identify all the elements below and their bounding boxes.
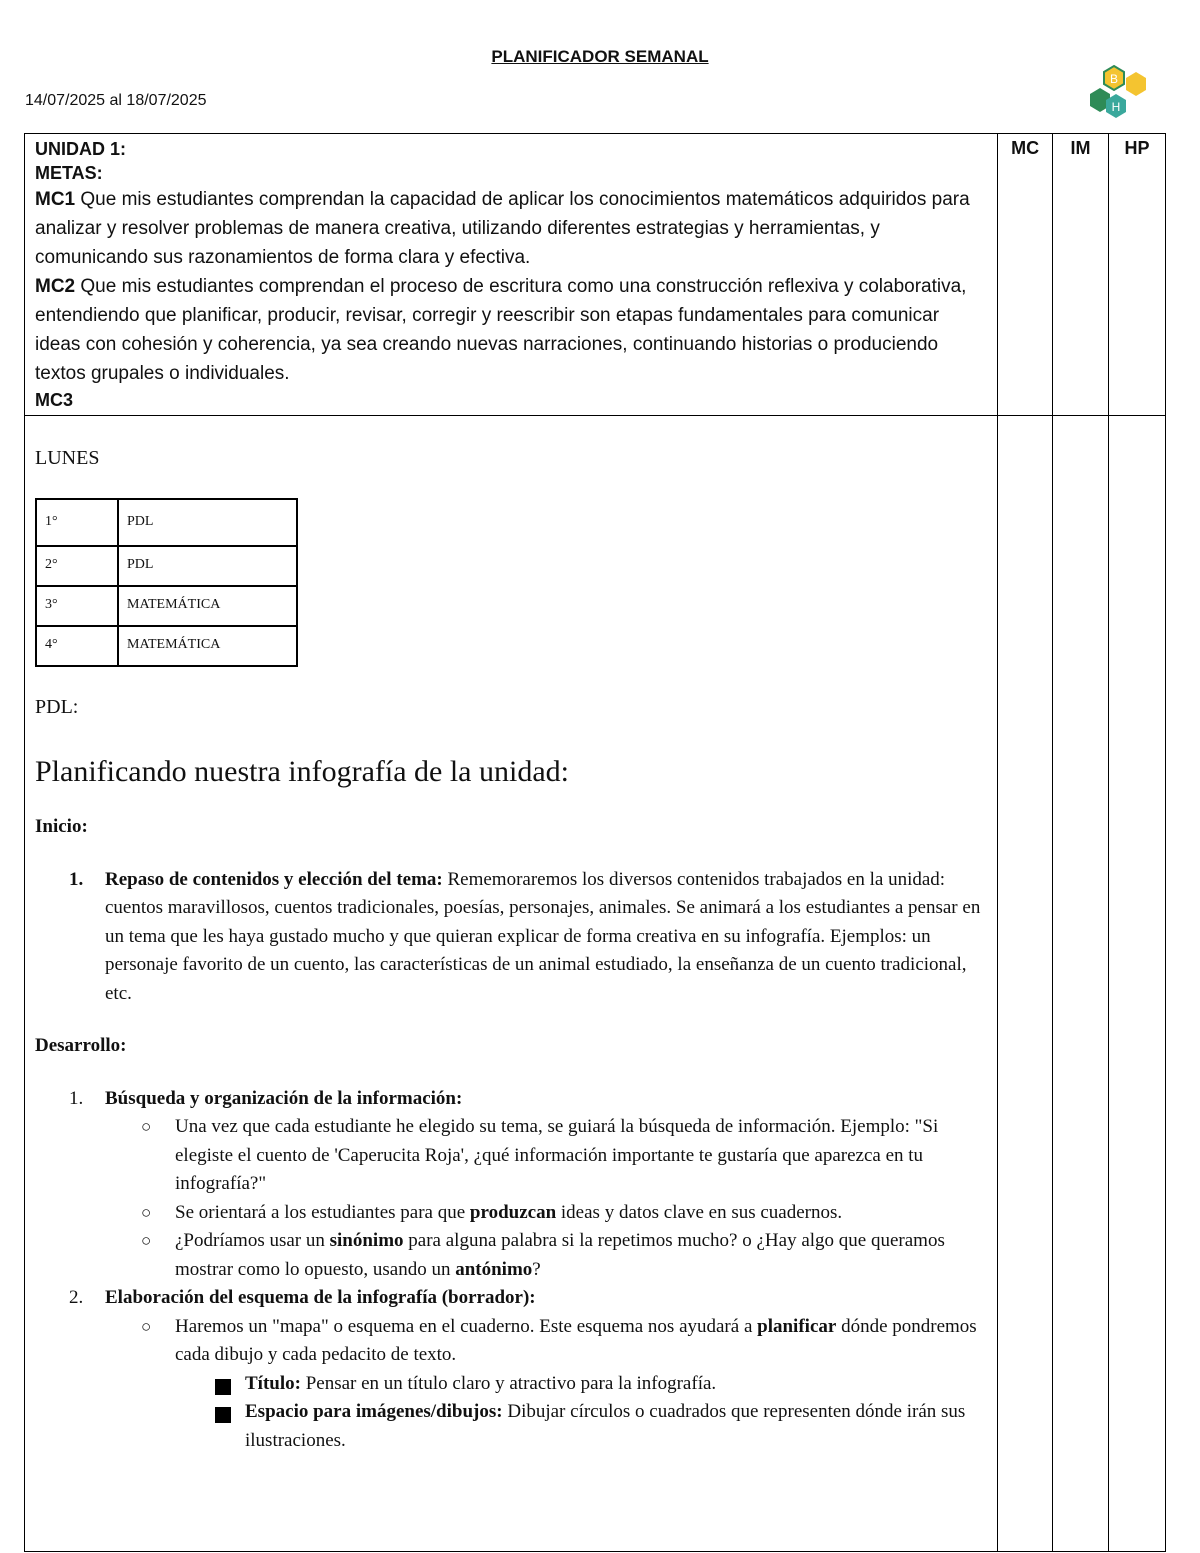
- schedule-period: 2°: [36, 546, 118, 586]
- bullet-text: Haremos un "mapa" o esquema en el cuaderno. Este esquema nos ayudará a: [175, 1315, 758, 1337]
- document-title: PLANIFICADOR SEMANAL: [491, 47, 709, 66]
- section-desarrollo: Desarrollo:: [35, 1035, 127, 1056]
- content-row: [25, 416, 1166, 1552]
- lesson-body-cell: [25, 416, 998, 1552]
- unit-label: UNIDAD 1:: [35, 139, 127, 159]
- metas-label: METAS:: [35, 163, 103, 183]
- bullet-bold: planificar: [757, 1315, 837, 1337]
- square-bullet-bold: Título:: [245, 1372, 301, 1394]
- mc3-code: MC3: [35, 390, 74, 410]
- column-header-im: IM: [1053, 134, 1109, 416]
- mc2-text: Que mis estudiantes comprendan el proceso de escritura como una construcción reflexiva y colaborativa, entendiendo que planificar, producir, revisar, corregir y reescribir son etapas fundamentales para comunicar ideas con cohesión y coherencia, ya sea creando nuevas narraciones, continuando historias o produciendo textos grupales o individuales.: [35, 276, 967, 384]
- bullet-text: ideas y datos clave en sus cuadernos.: [556, 1201, 843, 1223]
- im-check-cell: [1053, 416, 1109, 1552]
- square-bullet-text: Pensar en un título claro y atractivo para la infografía.: [300, 1372, 717, 1394]
- schedule-period: 3°: [36, 586, 118, 626]
- schedule-period: 4°: [36, 626, 118, 666]
- bullet-text: ¿Podríamos usar un: [175, 1230, 330, 1251]
- planner-table: [24, 133, 1166, 1552]
- lesson-heading: Planificando nuestra infografía de la unidad:: [35, 755, 569, 788]
- bullet-bold: antónimo: [455, 1258, 533, 1280]
- meta-mc1: [35, 185, 987, 272]
- circle-bullet-icon: ○: [141, 1202, 152, 1222]
- column-header-hp: HP: [1109, 134, 1166, 416]
- list-number: 2.: [69, 1287, 84, 1308]
- square-bullet-icon: [215, 1379, 231, 1395]
- day-label: LUNES: [35, 447, 100, 469]
- schedule-subject: MATEMÁTICA: [118, 586, 297, 626]
- hp-check-cell: [1109, 416, 1166, 1552]
- bullet-bold: sinónimo: [329, 1230, 404, 1251]
- square-bullet-item: [35, 1398, 987, 1455]
- schedule-subject: PDL: [118, 499, 297, 546]
- schedule-subject: MATEMÁTICA: [118, 626, 297, 666]
- desarrollo-item-2: [35, 1284, 987, 1313]
- bullet-item: [35, 1313, 987, 1370]
- inicio-item-1-text: Rememoraremos los diversos contenidos trabajados en la unidad: cuentos maravillosos, cuentos tradicionales, poesías, personajes, animales. Se animará a los estudiantes a pensar en un tema que les haya gustado mucho y que quieran explicar de forma creativa en su infografía. Ejemplos: un personaje favorito de un cuento, las características de un animal estudiado, la enseñanza de un cuento tradicional, etc.: [105, 868, 981, 1004]
- desarrollo-item-1: [35, 1085, 987, 1114]
- mc1-code: MC1: [35, 189, 76, 210]
- mc2-code: MC2: [35, 276, 76, 297]
- inicio-item-1-title: Repaso de contenidos y elección del tema:: [105, 868, 443, 890]
- bullet-text: Se orientará a los estudiantes para que: [175, 1201, 470, 1223]
- desarrollo-item-2-title: Elaboración del esquema de la infografía (borrador):: [105, 1287, 536, 1308]
- schedule-row: [36, 546, 297, 586]
- metas-row: [25, 134, 1166, 416]
- schedule-row: [36, 626, 297, 666]
- date-range: 14/07/2025 al 18/07/2025: [25, 92, 207, 109]
- schedule-subject: PDL: [118, 546, 297, 586]
- bullet-bold: produzcan: [469, 1201, 557, 1223]
- schedule-table: [35, 498, 298, 667]
- bullet-item: [35, 1199, 987, 1228]
- square-bullet-bold: Espacio para imágenes/dibujos:: [245, 1401, 503, 1422]
- desarrollo-item-1-title: Búsqueda y organización de la información:: [105, 1087, 463, 1109]
- section-inicio: Inicio:: [35, 816, 88, 837]
- inicio-item-1: [35, 866, 987, 1009]
- column-header-mc: MC: [998, 134, 1053, 416]
- square-bullet-text: Dibujar círculos o cuadrados que representen dónde irán sus ilustraciones.: [245, 1401, 966, 1451]
- mc1-text: Que mis estudiantes comprendan la capacidad de aplicar los conocimientos matemáticos adquiridos para analizar y resolver problemas de manera creativa, utilizando diferentes estrategias y herramientas, y comunicando sus razonamientos de forma clara y efectiva.: [35, 189, 970, 268]
- square-bullet-item: [35, 1370, 987, 1399]
- bullet-text: dónde pondremos cada dibujo y cada pedacito de texto.: [175, 1315, 977, 1365]
- circle-bullet-icon: ○: [141, 1316, 152, 1336]
- logo-hex-yellow: [1126, 72, 1146, 96]
- list-number: 1.: [69, 1087, 84, 1109]
- schedule-period: 1°: [36, 499, 118, 546]
- circle-bullet-icon: ○: [141, 1231, 152, 1250]
- school-logo: [1086, 62, 1152, 122]
- circle-bullet-icon: ○: [141, 1117, 152, 1136]
- bullet-text: ?: [532, 1258, 541, 1280]
- mc-check-cell: [998, 416, 1053, 1552]
- meta-mc2: [35, 272, 987, 388]
- schedule-row: [36, 499, 297, 546]
- list-number: 1.: [69, 868, 84, 890]
- bullet-item: [35, 1113, 987, 1199]
- bullet-text: para alguna palabra si la repetimos mucho? o ¿Hay algo que queramos mostrar como lo opuesto, usando un: [175, 1230, 945, 1280]
- bullet-text: Una vez que cada estudiante he elegido su tema, se guiará la búsqueda de información. Ejemplo: "Si elegiste el cuento de 'Caperucita Roja', ¿qué información importante te gustaría que aparezca en tu infografía?": [175, 1116, 939, 1194]
- subject-label-pdl: PDL:: [35, 695, 79, 718]
- metas-cell: [25, 134, 998, 416]
- svg-text:H: H: [1111, 100, 1121, 114]
- bullet-item: [35, 1227, 987, 1284]
- schedule-row: [36, 586, 297, 626]
- square-bullet-icon: [215, 1407, 231, 1423]
- svg-text:B: B: [1109, 72, 1119, 86]
